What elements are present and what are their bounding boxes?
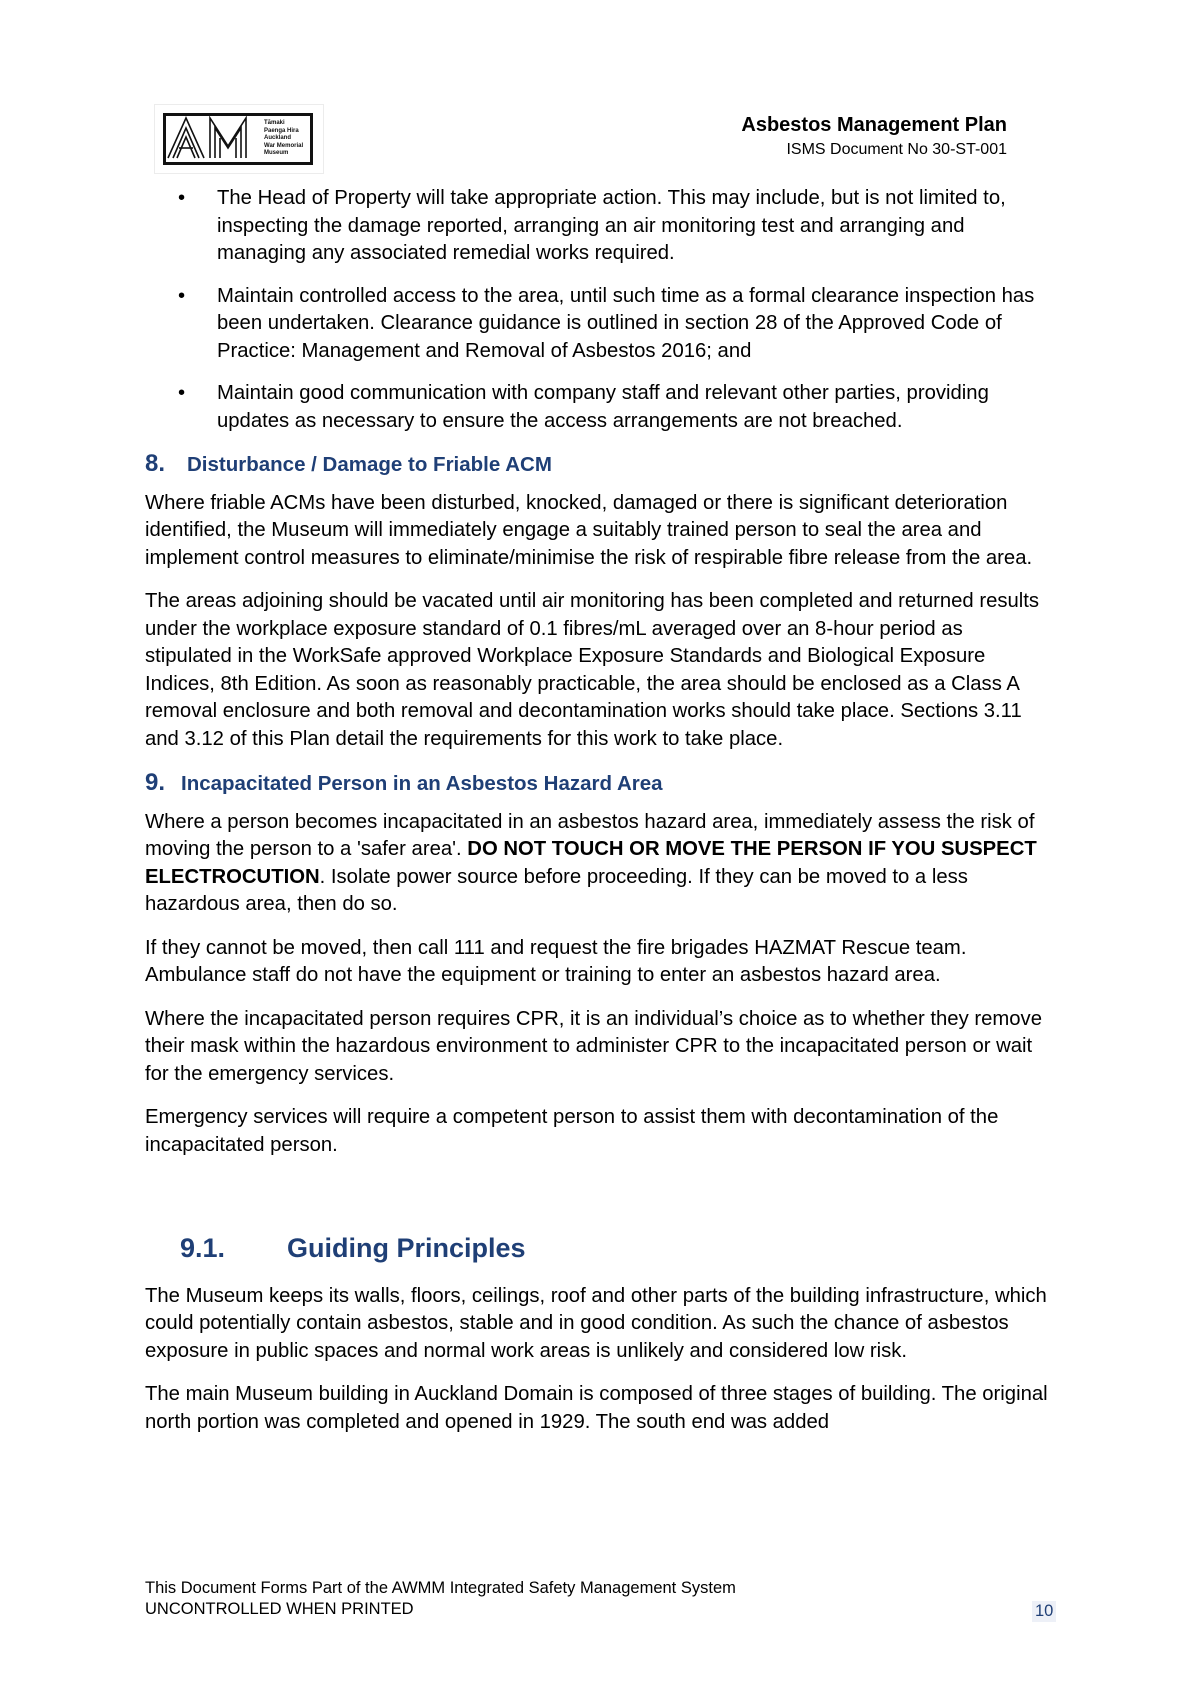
logo-wordmark bbox=[264, 120, 310, 158]
paragraph: Emergency services will require a competent person to assist them with decontamination of the incapacitated person. bbox=[145, 1106, 999, 1156]
document-title: Asbestos Management Plan bbox=[741, 114, 1007, 136]
am-logo-icon bbox=[166, 116, 262, 160]
bullet-list bbox=[145, 185, 1055, 435]
paragraph: The areas adjoining should be vacated until air monitoring has been completed and returned results under the workplace exposure standard of 0.1 fibres/mL averaged over an 8-hour period as stipulated in the WorkSafe approved Workplace Exposure Standards and Biological Exposure Indices, 8th Edition. As soon as reasonably practicable, the area should be enclosed as a Class A removal enclosure and both removal and decontamination works should take place. Sections 3.11 and 3.12 of this Plan detail the requirements for this work to take place. bbox=[145, 590, 1040, 750]
footer-line: This Document Forms Part of the AWMM Integrated Safety Management System bbox=[145, 1579, 736, 1597]
logo-line: Auckland bbox=[264, 135, 292, 141]
paragraph: The main Museum building in Auckland Domain is composed of three stages of building. The original north portion was completed and opened in 1929. The south end was added bbox=[145, 1383, 1048, 1433]
museum-logo bbox=[154, 104, 324, 174]
document-body bbox=[145, 185, 1055, 1436]
document-number: ISMS Document No 30-ST-001 bbox=[786, 141, 1007, 158]
section-title: Guiding Principles bbox=[287, 1233, 526, 1263]
logo-line: Museum bbox=[264, 150, 289, 156]
warning-text: DO NOT TOUCH OR MOVE THE PERSON IF YOU SUSPECT ELECTROCUTION bbox=[145, 838, 1037, 888]
section-9-heading bbox=[145, 769, 1055, 798]
footer-line: UNCONTROLLED WHEN PRINTED bbox=[145, 1600, 414, 1618]
logo-line: War Memorial bbox=[264, 142, 304, 149]
section-9-1-heading bbox=[180, 1235, 1055, 1263]
list-item bbox=[145, 283, 1055, 366]
paragraph: The Museum keeps its walls, floors, ceilings, roof and other parts of the building infrastructure, which could potentially contain asbestos, stable and in good condition. As such the chance of asbestos exposure in public spaces and normal work areas is unlikely and considered low risk. bbox=[145, 1284, 1047, 1362]
text-run: . Isolate power source before proceeding. If they can be moved to a less hazardous area, then do so. bbox=[145, 865, 968, 915]
section-number: 9.1. bbox=[180, 1233, 226, 1263]
section-number: 9. bbox=[145, 769, 166, 796]
logo-line: Paenga Hira bbox=[264, 127, 299, 134]
section-8-heading bbox=[145, 450, 1055, 479]
paragraph: If they cannot be moved, then call 111 and request the fire brigades HAZMAT Rescue team. Ambulance staff do not have the equipment or training to enter an asbestos hazard area. bbox=[145, 936, 967, 986]
paragraph bbox=[145, 809, 1055, 919]
page-number: 10 bbox=[1032, 1601, 1056, 1622]
bullet-icon: • bbox=[178, 187, 186, 209]
list-item-text: The Head of Property will take appropriate action. This may include, but is not limited to, inspecting the damage reported, arranging an air monitoring test and arranging and managing any associated remedial works required. bbox=[217, 187, 1006, 264]
section-title: Disturbance / Damage to Friable ACM bbox=[187, 453, 552, 476]
list-item-text: Maintain controlled access to the area, until such time as a formal clearance inspection has been undertaken. Clearance guidance is outlined in section 28 of the Approved Code of Practice: Management and Removal of Asbestos 2016; and bbox=[217, 284, 1035, 362]
text-run: Where a person becomes incapacitated in an asbestos hazard area, immediately assess the risk of moving the person to a 'safer area'. bbox=[145, 810, 1035, 860]
paragraph: Where friable ACMs have been disturbed, knocked, damaged or there is significant deterioration identified, the Museum will immediately engage a suitably trained person to seal the area and implement control measures to eliminate/minimise the risk of respirable fibre release from the area. bbox=[145, 491, 1033, 569]
section-number: 8. bbox=[145, 450, 166, 477]
bullet-icon: • bbox=[178, 382, 186, 404]
logo-line: Tāmaki bbox=[264, 120, 285, 126]
page-footer bbox=[145, 1578, 736, 1620]
bullet-icon: • bbox=[178, 284, 186, 307]
list-item-text: Maintain good communication with company staff and relevant other parties, providing updates as necessary to ensure the access arrangements are not breached. bbox=[217, 382, 989, 432]
paragraph: Where the incapacitated person requires CPR, it is an individual’s choice as to whether they remove their mask within the hazardous environment to administer CPR to the incapacitated person or wait for the emergency services. bbox=[145, 1007, 1042, 1085]
list-item bbox=[145, 185, 1055, 268]
list-item bbox=[145, 380, 1055, 435]
section-title: Incapacitated Person in an Asbestos Hazard Area bbox=[181, 772, 663, 795]
